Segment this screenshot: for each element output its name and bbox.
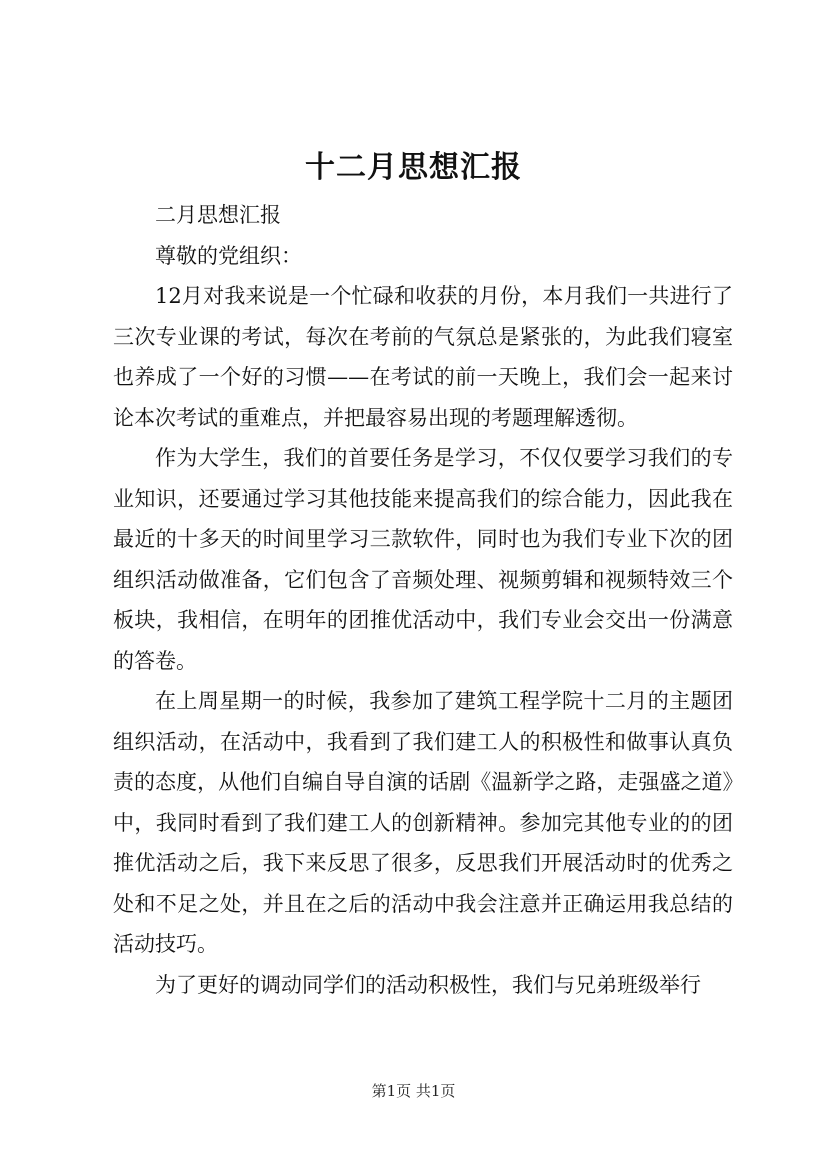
paragraph-salutation: 尊敬的党组织： (155, 243, 302, 268)
paragraph-subtitle: 二月思想汇报 (155, 203, 281, 227)
paragraph-continued: 为了更好的调动同学们的活动积极性，我们与兄弟班级举行 (155, 972, 701, 997)
page-footer: 第1页 共1页 (371, 1082, 456, 1100)
paragraph-exams: 12月对我来说是一个忙碌和收获的月份，本月我们一共进行了三次专业课的考试，每次在考前的气氛总是紧张的，为此我们寝室也养成了一个好的习惯——在考试的前一天晚上，我们会一起来讨论本次考试的重难点，并把最容易出现的考题理解透彻。 (113, 284, 733, 430)
document-body (113, 195, 733, 1005)
document-title: 十二月思想汇报 (305, 150, 522, 185)
paragraph-study: 作为大学生，我们的首要任务是学习，不仅仅要学习我们的专业知识，还要通过学习其他技能来提高我们的综合能力，因此我在最近的十多天的时间里学习三款软件，同时也为我们专业下次的团组织活动做准备，它们包含了音频处理、视频剪辑和视频特效三个板块，我相信，在明年的团推优活动中，我们专业会交出一份满意的答卷。 (113, 446, 733, 673)
paragraph-activity: 在上周星期一的时候，我参加了建筑工程学院十二月的主题团组织活动，在活动中，我看到了我们建工人的积极性和做事认真负责的态度，从他们自编自导自演的话剧《温新学之路，走强盛之道》中，我同时看到了我们建工人的创新精神。参加完其他专业的的团推优活动之后，我下来反思了很多，反思我们开展活动时的优秀之处和不足之处，并且在之后的活动中我会注意并正确运用我总结的活动技巧。 (113, 689, 733, 956)
